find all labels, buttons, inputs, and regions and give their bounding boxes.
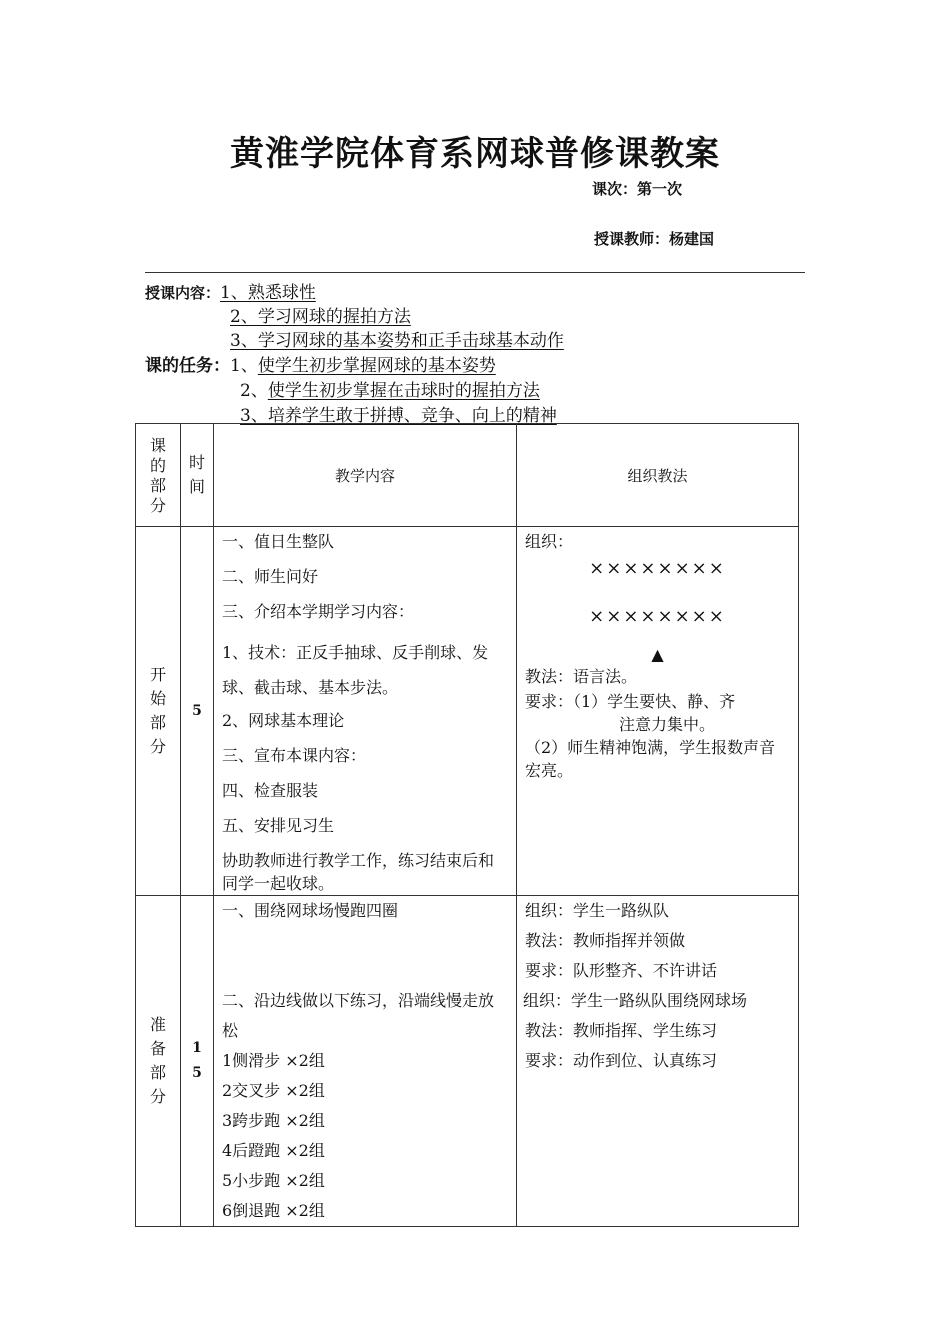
method-line: 教法：教师指挥并领做 [525, 931, 686, 950]
table-row-prep [136, 896, 799, 1227]
content-line: 1、技术：正反手抽球、反手削球、发球、截击球、基本步法。 [222, 643, 489, 697]
header-content: 教学内容 [214, 424, 517, 527]
content-item: 1、熟悉球性 [220, 283, 316, 303]
table-header-row [136, 424, 799, 527]
teacher-name: 授课教师：杨建国 [594, 230, 715, 248]
content-line: 二、沿边线做以下练习，沿端线慢走放松 [222, 991, 495, 1040]
content-line: 一、值日生整队 [222, 532, 335, 551]
content-line: 三、宣布本课内容： [222, 746, 367, 765]
drill-item: 2交叉步 ×2组 [222, 1081, 325, 1100]
header-method: 组织教法 [517, 424, 799, 527]
lesson-number: 课次：第一次 [592, 180, 683, 198]
header-divider [145, 272, 805, 273]
drill-item: 3跨步跑 ×2组 [222, 1111, 325, 1130]
content-line: 二、师生问好 [222, 567, 319, 586]
minutes-prep: 1 5 [181, 896, 214, 1227]
formation-row: ×××××××× [589, 558, 726, 579]
method-line: 教法：教师指挥、学生练习 [525, 1021, 718, 1040]
task-item: 3、培养学生敢于拼搏、竞争、向上的精神 [240, 406, 557, 426]
task-item: 使学生初步掌握网球的基本姿势 [257, 356, 496, 376]
method-start [517, 527, 799, 896]
method-line: 组织： [525, 532, 574, 551]
method-line: 注意力集中。 [619, 715, 716, 734]
drill-item: 1侧滑步 ×2组 [222, 1051, 325, 1070]
table-row-start [136, 527, 799, 896]
task-prefix: 2、 [240, 381, 268, 401]
task-prefix: 1、 [230, 356, 258, 376]
header-section: 课 的 部 分 [136, 424, 181, 527]
content-line: 四、检查服装 [222, 781, 319, 800]
method-line: 组织：学生一路纵队围绕网球场 [523, 991, 748, 1010]
teacher-triangle-icon: ▲ [651, 645, 664, 664]
formation-row: ×××××××× [589, 606, 726, 627]
content-line: 五、安排见习生 [222, 816, 335, 835]
tasks-label: 课的任务： [145, 356, 230, 376]
minutes-start: 5 [181, 527, 214, 896]
lesson-plan-table [135, 423, 799, 1227]
content-item: 3、学习网球的基本姿势和正手击球基本动作 [230, 331, 564, 351]
method-line: 要求：队形整齐、不许讲话 [525, 961, 718, 980]
content-line-1 [145, 278, 316, 303]
content-line: 三、介绍本学期学习内容： [222, 602, 415, 621]
method-line: （2）师生精神饱满，学生报数声音宏亮。 [525, 738, 776, 780]
content-line: 协助教师进行教学工作，练习结束后和同学一起收球。 [222, 851, 495, 893]
task-item: 使学生初步掌握在击球时的握拍方法 [267, 381, 540, 401]
method-line: 要求：（1）学生要快、静、齐 [525, 692, 736, 711]
drill-item: 6倒退跑 ×2组 [222, 1201, 325, 1220]
task-line-2 [240, 376, 540, 401]
task-line-1 [145, 351, 496, 376]
method-line: 要求：动作到位、认真练习 [525, 1051, 718, 1070]
content-line: 2、网球基本理论 [222, 711, 345, 730]
content-start [214, 527, 517, 896]
method-prep [517, 896, 799, 1227]
content-label: 授课内容： [145, 284, 221, 302]
header-time: 时 间 [181, 424, 214, 527]
content-line: 一、围绕网球场慢跑四圈 [222, 901, 399, 920]
section-start: 开 始 部 分 [136, 527, 181, 896]
page-title: 黄淮学院体育系网球普修课教案 [230, 134, 720, 174]
section-prep: 准 备 部 分 [136, 896, 181, 1227]
method-line: 教法：语言法。 [525, 667, 638, 686]
content-prep [214, 896, 517, 1227]
drill-item: 4后蹬跑 ×2组 [222, 1141, 325, 1160]
content-item: 2、学习网球的握拍方法 [230, 307, 411, 327]
method-line: 组织：学生一路纵队 [525, 901, 670, 920]
drill-item: 5小步跑 ×2组 [222, 1171, 325, 1190]
